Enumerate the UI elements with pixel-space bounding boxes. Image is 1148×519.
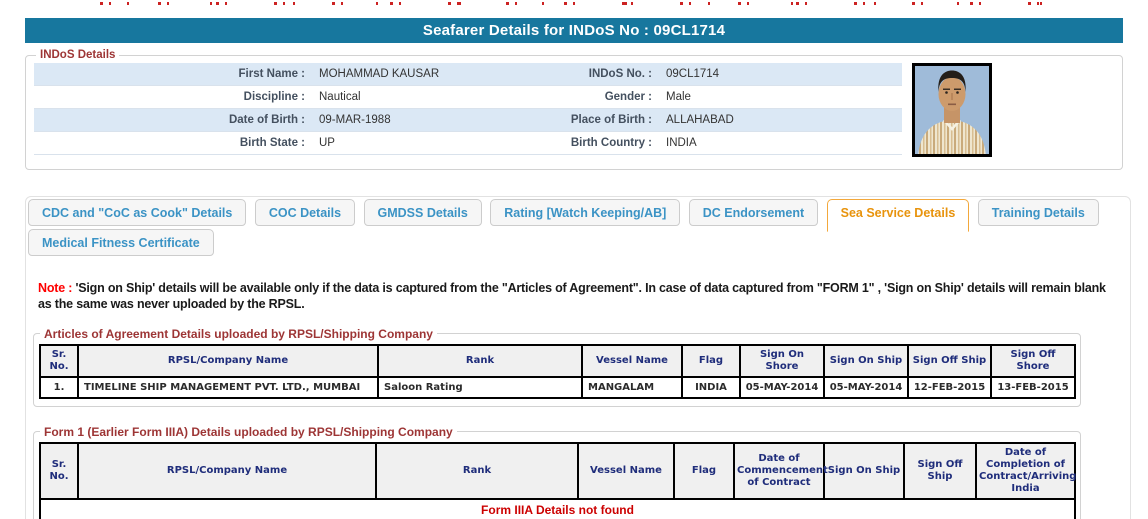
form1-header-row <box>40 443 1075 499</box>
note-text: 'Sign on Ship' details will be available only if the data is captured from the "Articles of Agreement". In case of data captured from "FORM 1" , 'Sign on Ship' details will remain blank as the same was never uploaded by the RPSL. <box>38 281 1106 312</box>
col-sign-on-ship: Sign On Ship <box>824 345 908 377</box>
articles-data-row <box>40 377 1075 398</box>
birth-state-value: UP <box>312 132 487 155</box>
seafarer-tabs-panel <box>25 196 1131 519</box>
sign-on-ship-note <box>38 280 1118 313</box>
tab-row-1 <box>28 199 1128 226</box>
gender-value: Male <box>659 86 902 109</box>
col-vessel: Vessel Name <box>578 443 674 499</box>
articles-table <box>39 344 1076 399</box>
col-vessel: Vessel Name <box>582 345 682 377</box>
col-sr-no: Sr. No. <box>40 345 78 377</box>
indos-fields-table <box>34 63 902 155</box>
indos-row-birth <box>34 109 902 132</box>
seafarer-photo <box>912 63 992 157</box>
page-title-bar <box>25 18 1123 43</box>
col-date-completion: Date of Completion of Contract/Arriving India <box>976 443 1075 499</box>
tab-cdc-coc-as-cook-details[interactable]: CDC and "CoC as Cook" Details <box>28 199 246 226</box>
page-title: Seafarer Details for INDoS No : 09CL1714 <box>422 22 726 39</box>
cell-sign-on-shore: 05-MAY-2014 <box>740 377 824 398</box>
col-flag: Flag <box>674 443 734 499</box>
indos-no-value: 09CL1714 <box>659 63 902 86</box>
tab-gmdss-details[interactable]: GMDSS Details <box>364 199 482 226</box>
form1-not-found-message: Form IIIA Details not found <box>40 499 1075 519</box>
tab-row-2 <box>28 229 1128 256</box>
discipline-label: Discipline : <box>34 86 312 109</box>
tab-sea-service-details[interactable]: Sea Service Details <box>827 199 970 232</box>
col-date-commencement: Date of Commencement of Contract <box>734 443 824 499</box>
col-sign-off-shore: Sign Off Shore <box>991 345 1075 377</box>
form1-section <box>33 425 1081 519</box>
cell-sign-off-ship: 12-FEB-2015 <box>908 377 991 398</box>
col-company: RPSL/Company Name <box>78 443 376 499</box>
discipline-value: Nautical <box>312 86 487 109</box>
first-name-value: MOHAMMAD KAUSAR <box>312 63 487 86</box>
indos-no-label: INDoS No. : <box>487 63 659 86</box>
dob-label: Date of Birth : <box>34 109 312 132</box>
form1-table <box>39 442 1076 519</box>
gender-label: Gender : <box>487 86 659 109</box>
col-sr-no: Sr. No. <box>40 443 78 499</box>
cell-rank: Saloon Rating <box>378 377 582 398</box>
birth-state-label: Birth State : <box>34 132 312 155</box>
col-sign-on-shore: Sign On Shore <box>740 345 824 377</box>
birth-country-label: Birth Country : <box>487 132 659 155</box>
tab-medical-fitness-certificate[interactable]: Medical Fitness Certificate <box>28 229 214 256</box>
cell-sr-no: 1. <box>40 377 78 398</box>
form1-empty-row <box>40 499 1075 519</box>
articles-legend: Articles of Agreement Details uploaded by RPSL/Shipping Company <box>44 326 433 341</box>
cell-sign-off-shore: 13-FEB-2015 <box>991 377 1075 398</box>
form1-legend: Form 1 (Earlier Form IIIA) Details uploaded by RPSL/Shipping Company <box>44 424 453 439</box>
col-rank: Rank <box>376 443 578 499</box>
indos-row-name <box>34 63 902 86</box>
col-sign-off-ship: Sign Off Ship <box>904 443 976 499</box>
col-rank: Rank <box>378 345 582 377</box>
clipped-top-menu-text <box>100 0 1053 5</box>
col-sign-off-ship: Sign Off Ship <box>908 345 991 377</box>
dob-value: 09-MAR-1988 <box>312 109 487 132</box>
cell-vessel: MANGALAM <box>582 377 682 398</box>
articles-of-agreement-section <box>33 327 1081 407</box>
first-name-label: First Name : <box>34 63 312 86</box>
cell-flag: INDIA <box>682 377 740 398</box>
tab-training-details[interactable]: Training Details <box>978 199 1099 226</box>
indos-row-state <box>34 132 902 155</box>
place-of-birth-value: ALLAHABAD <box>659 109 902 132</box>
place-of-birth-label: Place of Birth : <box>487 109 659 132</box>
tab-rating-watch-keeping-ab[interactable]: Rating [Watch Keeping/AB] <box>490 199 680 226</box>
birth-country-value: INDIA <box>659 132 902 155</box>
cell-company: TIMELINE SHIP MANAGEMENT PVT. LTD., MUMBAI <box>78 377 378 398</box>
col-company: RPSL/Company Name <box>78 345 378 377</box>
note-prefix: Note : <box>38 281 73 295</box>
indos-details-section <box>25 49 1123 170</box>
tab-dc-endorsement[interactable]: DC Endorsement <box>689 199 818 226</box>
tab-coc-details[interactable]: COC Details <box>255 199 355 226</box>
col-sign-on-ship: Sign On Ship <box>824 443 904 499</box>
indos-row-discipline <box>34 86 902 109</box>
articles-header-row <box>40 345 1075 377</box>
col-flag: Flag <box>682 345 740 377</box>
cell-sign-on-ship: 05-MAY-2014 <box>824 377 908 398</box>
indos-details-legend: INDoS Details <box>40 49 116 61</box>
